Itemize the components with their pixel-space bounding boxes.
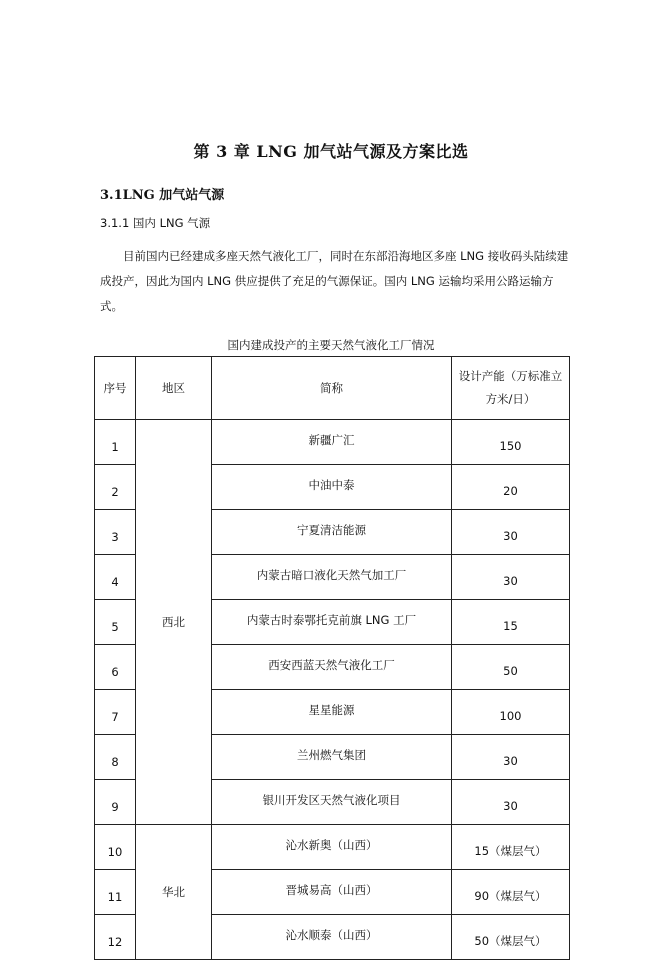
header-name: 简称 xyxy=(212,357,452,420)
header-capacity-line2: 方米/日） xyxy=(485,392,536,406)
cell-plant-name: 星星能源 xyxy=(212,690,452,735)
cell-plant-name: 沁水新奥（山西） xyxy=(212,825,452,870)
cell-capacity: 20 xyxy=(452,465,570,510)
table-header-row xyxy=(95,357,570,420)
cell-plant-name: 晋城易高（山西） xyxy=(212,870,452,915)
cell-index: 2 xyxy=(95,465,136,510)
cell-capacity: 50 xyxy=(452,645,570,690)
cell-plant-name: 西安西蓝天然气液化工厂 xyxy=(212,645,452,690)
cell-capacity: 100 xyxy=(452,690,570,735)
subsection-title: 3.1.1 国内 LNG 气源 xyxy=(100,216,211,230)
cell-index: 10 xyxy=(95,825,136,870)
cell-region: 西北 xyxy=(136,420,212,825)
header-index: 序号 xyxy=(95,357,136,420)
cell-plant-name: 银川开发区天然气液化项目 xyxy=(212,780,452,825)
cell-capacity: 50（煤层气） xyxy=(452,915,570,960)
cell-index: 6 xyxy=(95,645,136,690)
cell-plant-name: 兰州燃气集团 xyxy=(212,735,452,780)
cell-index: 7 xyxy=(95,690,136,735)
cell-plant-name: 沁水顺泰（山西） xyxy=(212,915,452,960)
chapter-title: 第 3 章 LNG 加气站气源及方案比选 xyxy=(193,142,469,161)
table-row xyxy=(95,420,570,465)
cell-capacity: 150 xyxy=(452,420,570,465)
cell-plant-name: 内蒙古暗口液化天然气加工厂 xyxy=(212,555,452,600)
cell-plant-name: 内蒙古时泰鄂托克前旗 LNG 工厂 xyxy=(212,600,452,645)
cell-capacity: 30 xyxy=(452,780,570,825)
cell-index: 5 xyxy=(95,600,136,645)
cell-plant-name: 新疆广汇 xyxy=(212,420,452,465)
cell-region: 华北 xyxy=(136,825,212,960)
cell-index: 8 xyxy=(95,735,136,780)
table-row xyxy=(95,825,570,870)
cell-capacity: 15（煤层气） xyxy=(452,825,570,870)
cell-capacity: 90（煤层气） xyxy=(452,870,570,915)
header-capacity xyxy=(452,357,570,420)
cell-plant-name: 宁夏清洁能源 xyxy=(212,510,452,555)
table-caption: 国内建成投产的主要天然气液化工厂情况 xyxy=(227,338,435,352)
cell-index: 3 xyxy=(95,510,136,555)
section-title: 3.1LNG 加气站气源 xyxy=(100,188,225,203)
header-capacity-line1: 设计产能（万标准立 xyxy=(458,369,563,383)
cell-capacity: 30 xyxy=(452,555,570,600)
cell-index: 1 xyxy=(95,420,136,465)
cell-capacity: 30 xyxy=(452,735,570,780)
body-paragraph: 目前国内已经建成多座天然气液化工厂，同时在东部沿海地区多座 LNG 接收码头陆续建成投产，因此为国内 LNG 供应提供了充足的气源保证。国内 LNG 运输均采用公路运输方式。 xyxy=(100,249,569,313)
cell-index: 4 xyxy=(95,555,136,600)
cell-capacity: 15 xyxy=(452,600,570,645)
cell-index: 11 xyxy=(95,870,136,915)
cell-index: 12 xyxy=(95,915,136,960)
lng-plants-table xyxy=(94,356,570,960)
cell-plant-name: 中油中泰 xyxy=(212,465,452,510)
header-region: 地区 xyxy=(136,357,212,420)
cell-index: 9 xyxy=(95,780,136,825)
cell-capacity: 30 xyxy=(452,510,570,555)
